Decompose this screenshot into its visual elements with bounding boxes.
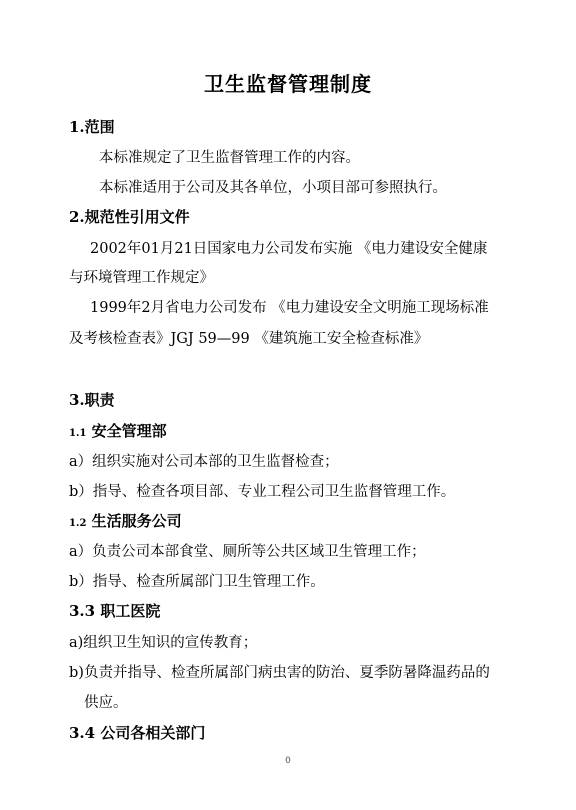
page-number: 0 [285,756,291,766]
reference-1-line-2: 与环境管理工作规定》 [69,270,214,286]
subsection-heading-hospital: 3.3 职工医院 [69,602,161,620]
section-heading-scope: 1.范围 [69,118,115,136]
safety-duty-a: a）组织实施对公司本部的卫生监督检查； [69,454,339,470]
subsection-number: 1.1 [69,428,87,439]
subsection-title: 安全管理部 [91,422,167,440]
hospital-duty-a: a)组织卫生知识的宣传教育； [69,635,258,651]
scope-paragraph-2: 本标准适用于公司及其各单位，小项目部可参照执行。 [99,180,447,196]
hospital-duty-b-line-1: b)负责并指导、检查所属部门病虫害的防治、夏季防暑降温药品的 [69,665,490,681]
reference-2-line-1: 1999年2月省电力公司发布 《电力建设安全文明施工现场标准 [90,300,489,316]
reference-1-line-1: 2002年01月21日国家电力公司发布实施 《电力建设安全健康 [90,241,488,257]
services-duty-b: b）指导、检查所属部门卫生管理工作。 [69,574,325,590]
section-heading-duties: 3.职责 [69,391,115,409]
subsection-number: 1.2 [69,518,87,529]
subsection-heading-services [69,510,182,531]
section-heading-references: 2.规范性引用文件 [69,208,190,226]
hospital-duty-b-line-2: 供应。 [84,695,128,711]
safety-duty-b: b）指导、检查各项目部、专业工程公司卫生监督管理工作。 [69,484,456,500]
subsection-title: 生活服务公司 [91,512,182,530]
services-duty-a: a）负责公司本部食堂、厕所等公共区域卫生管理工作； [69,544,426,560]
subsection-heading-departments: 3.4 公司各相关部门 [69,724,206,742]
document-title: 卫生监督管理制度 [204,72,372,96]
scope-paragraph-1: 本标准规定了卫生监督管理工作的内容。 [99,150,360,166]
reference-2-line-2: 及考核检查表》JGJ 59—99 《建筑施工安全检查标准》 [69,331,429,347]
subsection-heading-safety [69,420,167,441]
